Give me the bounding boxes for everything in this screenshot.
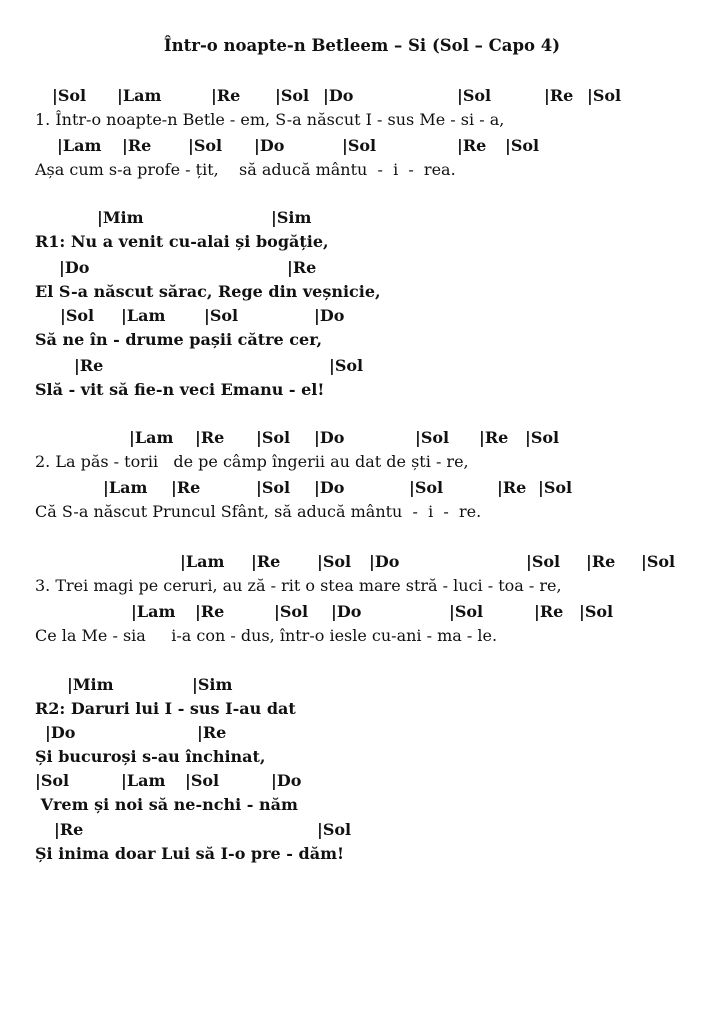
lyric-text: Vrem și noi să ne-nchi - năm [35, 795, 298, 814]
chord: |Sol [256, 428, 291, 447]
chord: |Do [314, 428, 345, 447]
chord: |Do [271, 771, 302, 790]
lyric-text: Și bucuroși s-au închinat, [35, 747, 266, 766]
lyric-text: Ce la Me - sia i-a con - dus, într-o iesle cu-ani - ma - le. [35, 626, 498, 645]
chord: |Mim [67, 675, 114, 694]
chord: |Re [586, 552, 616, 571]
chord: |Sol [449, 602, 484, 621]
chord: |Sol [525, 428, 560, 447]
chord: |Sol [204, 306, 239, 325]
lyric-text: Slă - vit să fie-n veci Emanu - el! [35, 380, 325, 399]
chord: |Lam [129, 428, 174, 447]
chord: |Sol [185, 771, 220, 790]
chord: |Re [197, 723, 227, 742]
chord: |Lam [57, 136, 102, 155]
chord: |Sol [538, 478, 573, 497]
chord: |Sol [342, 136, 377, 155]
chord: |Re [54, 820, 84, 839]
chord: |Re [195, 602, 225, 621]
chord: |Sol [188, 136, 223, 155]
chord: |Do [314, 306, 345, 325]
chord: |Re [479, 428, 509, 447]
chord: |Lam [117, 86, 162, 105]
chord: |Sol [317, 552, 352, 571]
lyric-text: El S-a născut sărac, Rege din veșnicie, [35, 282, 381, 301]
chord: |Do [314, 478, 345, 497]
lyric-text: Așa cum s-a profe - țit, să aducă mântu - i - rea. [35, 160, 456, 179]
chord: |Sol [526, 552, 561, 571]
chord: |Re [74, 356, 104, 375]
chord: |Do [59, 258, 90, 277]
chord: |Sol [35, 771, 70, 790]
chord: |Re [534, 602, 564, 621]
chord: |Sol [409, 478, 444, 497]
chord: |Sol [256, 478, 291, 497]
chord: |Re [287, 258, 317, 277]
lyric-text: Să ne în - drume pașii către cer, [35, 330, 323, 349]
chord: |Mim [97, 208, 144, 227]
chord: |Re [211, 86, 241, 105]
chord: |Re [171, 478, 201, 497]
lyric-text: R1: Nu a venit cu-alai și bogăție, [35, 232, 329, 251]
chord: |Do [45, 723, 76, 742]
chord: |Re [122, 136, 152, 155]
chord: |Sol [457, 86, 492, 105]
chord: |Do [369, 552, 400, 571]
chord: |Sol [587, 86, 622, 105]
chord: |Do [254, 136, 285, 155]
chord: |Lam [180, 552, 225, 571]
chord: |Sim [271, 208, 312, 227]
chord: |Re [251, 552, 281, 571]
lyric-text: R2: Daruri lui I - sus I-au dat [35, 699, 296, 718]
chord: |Sol [329, 356, 364, 375]
chord: |Sol [275, 86, 310, 105]
lyric-text: Și inima doar Lui să I-o pre - dăm! [35, 844, 345, 863]
chord: |Sim [192, 675, 233, 694]
lyric-text: 1. Într-o noapte-n Betle - em, S-a născut I - sus Me - si - a, [35, 110, 505, 129]
chord: |Re [457, 136, 487, 155]
chord: |Sol [274, 602, 309, 621]
chord: |Do [323, 86, 354, 105]
lyric-text: 2. La păs - torii de pe câmp îngerii au dat de ști - re, [35, 452, 469, 471]
chord: |Sol [52, 86, 87, 105]
chord: |Sol [317, 820, 352, 839]
lyric-text: Că S-a născut Pruncul Sfânt, să aducă mântu - i - re. [35, 502, 482, 521]
chord: |Lam [121, 771, 166, 790]
chord: |Sol [579, 602, 614, 621]
chord: |Sol [60, 306, 95, 325]
chord: |Re [497, 478, 527, 497]
song-title: Într-o noapte-n Betleem – Si (Sol – Capo 4) [163, 36, 561, 55]
chord: |Lam [121, 306, 166, 325]
chord: |Do [331, 602, 362, 621]
chord: |Sol [641, 552, 676, 571]
chord: |Lam [103, 478, 148, 497]
chord: |Lam [131, 602, 176, 621]
chord: |Sol [415, 428, 450, 447]
chord: |Re [544, 86, 574, 105]
chord: |Re [195, 428, 225, 447]
chord: |Sol [505, 136, 540, 155]
lyric-text: 3. Trei magi pe ceruri, au ză - rit o stea mare stră - luci - toa - re, [35, 576, 562, 595]
